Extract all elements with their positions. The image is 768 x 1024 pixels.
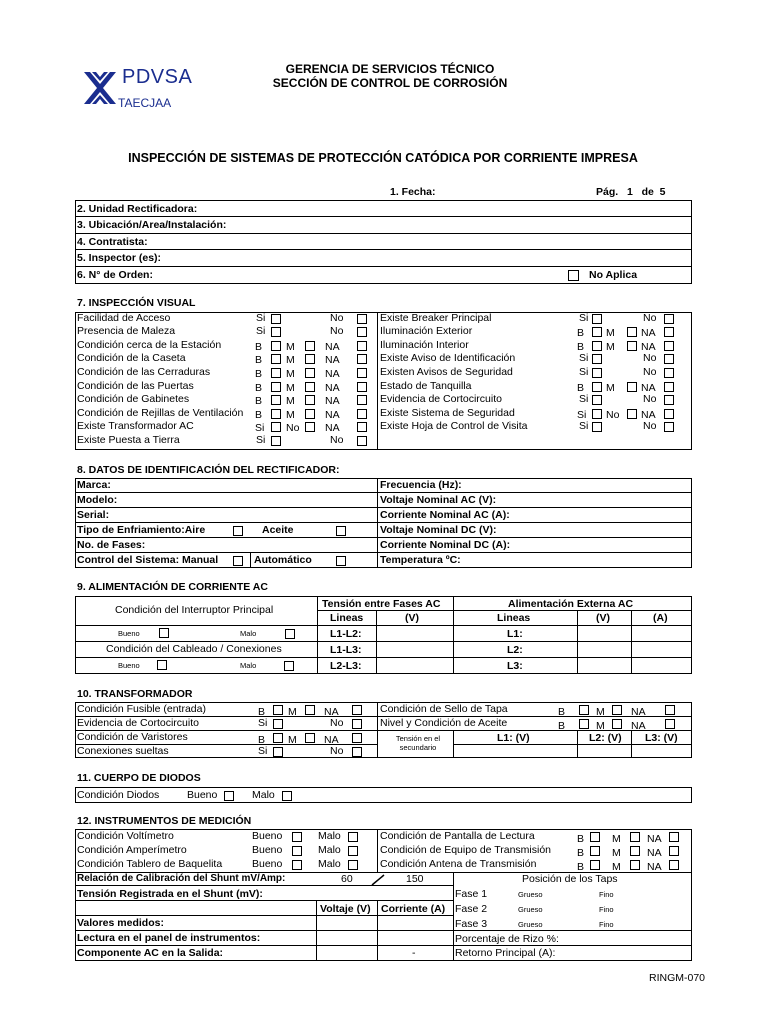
transformer-option-checkbox[interactable] [305,733,315,743]
visual-option-checkbox[interactable] [592,341,602,351]
visual-option-checkbox[interactable] [271,354,281,364]
visual-option-label: No [606,409,620,421]
fino-2: Fino [599,905,614,914]
diodos-bueno-checkbox[interactable] [224,791,234,801]
visual-item-label: Existe Puesta a Tierra [77,434,180,446]
lectura-label: Lectura en el panel de instrumentos: [77,932,261,944]
visual-item-label: Existe Hoja de Control de Visita [380,420,528,432]
visual-option-checkbox[interactable] [357,422,367,432]
taps-label: Posición de los Taps [522,873,618,885]
l2-label: L2: [507,644,523,656]
enfriamiento-label: Tipo de Enfriamiento:Aire [77,524,206,536]
instrument-option-label: NA [647,847,662,859]
visual-item-label: Evidencia de Cortocircuito [380,393,502,405]
interruptor-bueno-checkbox[interactable] [159,628,169,638]
page-number [596,186,666,198]
grueso-1: Grueso [518,890,543,899]
visual-option-checkbox[interactable] [664,382,674,392]
visual-option-checkbox[interactable] [357,314,367,324]
shunt-rel-label: Relación de Calibración del Shunt mV/Amp: [77,873,286,884]
frecuencia-field[interactable]: Frecuencia (Hz): [380,479,462,491]
visual-option-label: NA [641,327,656,339]
instrument-option-label: B [577,833,585,845]
visual-option-checkbox[interactable] [627,327,637,337]
valores-label: Valores medidos: [77,917,164,929]
retorno-field[interactable]: Retorno Principal (A): [455,947,556,959]
visual-option-checkbox[interactable] [271,436,281,446]
automatico-checkbox[interactable] [336,556,346,566]
visual-item-label: Condición de las Cerraduras [77,366,211,378]
visual-option-checkbox[interactable] [357,409,367,419]
v-header-1: (V) [405,612,419,624]
pag-num: 1 [626,186,633,198]
instrument-option-label: M [612,847,621,859]
visual-option-label: Si [577,409,587,421]
visual-option-checkbox[interactable] [357,327,367,337]
l3v-label: L3: (V) [645,732,678,744]
instrument-option-checkbox[interactable] [630,832,640,842]
marca-field[interactable]: Marca: [77,479,111,491]
visual-item-label: Presencia de Maleza [77,325,176,337]
visual-option-checkbox[interactable] [627,341,637,351]
lineas-header-1: Lineas [330,612,364,624]
cableado-bueno-checkbox[interactable] [157,660,167,670]
visual-option-checkbox[interactable] [592,354,602,364]
transformer-option-checkbox[interactable] [579,719,589,729]
visual-option-label: Si [256,325,266,337]
transformer-option-checkbox[interactable] [612,719,622,729]
transformer-option-label: B [258,706,266,718]
visual-item-label: Condición de Gabinetes [77,393,190,405]
visual-option-checkbox[interactable] [305,341,315,351]
diodos-malo-label: Malo [252,789,275,801]
visual-option-checkbox[interactable] [664,422,674,432]
ext-header: Alimentación Externa AC [508,598,634,610]
grueso-3: Grueso [518,920,543,929]
visual-option-label: NA [325,341,340,353]
diodes-table [75,787,692,803]
visual-option-label: No [643,366,657,378]
contratista-field[interactable]: 4. Contratista: [77,236,148,248]
transformer-item-label: Evidencia de Cortocircuito [77,717,199,729]
visual-option-checkbox[interactable] [305,395,315,405]
transformer-option-checkbox[interactable] [305,705,315,715]
fecha-label: 1. Fecha: [390,186,436,198]
visual-option-label: NA [641,409,656,421]
orden-field[interactable]: 6. N° de Orden: [77,269,153,281]
unidad-field[interactable]: 2. Unidad Rectificadora: [77,203,198,215]
pag-de: de [641,186,654,198]
transformer-option-label: Si [258,745,268,757]
transformer-item-label: Condición de Sello de Tapa [380,703,508,715]
visual-option-checkbox[interactable] [271,314,281,324]
visual-option-checkbox[interactable] [664,314,674,324]
visual-option-label: No [643,420,657,432]
form-code: RINGM-070 [649,972,706,984]
a-header: (A) [653,612,668,624]
visual-option-checkbox[interactable] [357,436,367,446]
l1l3-label: L1-L3: [330,644,362,656]
pag-label: Pág. [596,186,619,198]
instrument-option-label: Malo [318,858,341,870]
serial-field[interactable]: Serial: [77,509,110,521]
transformer-option-checkbox[interactable] [665,705,675,715]
manual-checkbox[interactable] [233,556,243,566]
diodos-label: Condición Diodos [77,789,160,801]
instrument-item-label: Condición de Pantalla de Lectura [380,830,535,842]
transformer-option-label: NA [631,720,646,732]
page-title: INSPECCIÓN DE SISTEMAS DE PROTECCIÓN CATÓDICA POR CORRIENTE IMPRESA [128,151,638,165]
l2l3-label: L2-L3: [330,660,362,672]
visual-item-label: Condición de la Caseta [77,352,186,364]
visual-option-label: Si [256,434,266,446]
visual-option-checkbox[interactable] [627,382,637,392]
instrument-option-label: Malo [318,830,341,842]
visual-option-label: M [286,382,295,394]
visual-option-label: Si [255,422,265,434]
instrument-option-label: Bueno [252,830,283,842]
fases-field[interactable]: No. de Fases: [77,539,146,551]
visual-item-label: Existe Sistema de Seguridad [380,407,515,419]
section-instruments-title: 12. INSTRUMENTOS DE MEDICIÓN [77,815,252,827]
fase2-label: Fase 2 [455,903,488,915]
instrument-option-label: Bueno [252,858,283,870]
inspector-field[interactable]: 5. Inspector (es): [77,252,162,264]
fino-1: Fino [599,890,614,899]
corriente-header: Corriente (A) [381,903,446,915]
visual-option-label: M [606,327,615,339]
visual-option-label: NA [325,382,340,394]
header-line2: SECCIÓN DE CONTROL DE CORROSIÓN [272,76,508,90]
transformer-option-checkbox[interactable] [273,747,283,757]
visual-option-label: B [255,354,263,366]
visual-item-label: Existe Transformador AC [77,420,194,432]
cableado-malo-checkbox[interactable] [284,661,294,671]
transformer-option-checkbox[interactable] [352,705,362,715]
logo-sub: TAECJAA [118,96,172,110]
visual-option-checkbox[interactable] [271,422,281,432]
visual-option-label: B [255,341,263,353]
aire-checkbox[interactable] [233,526,243,536]
visual-option-label: No [643,352,657,364]
visual-option-label: No [643,393,657,405]
transformer-option-label: No [330,745,344,757]
visual-option-label: NA [325,409,340,421]
logo-name: PDVSA [122,66,193,88]
instrument-option-checkbox[interactable] [348,860,358,870]
control-label: Control del Sistema: Manual [77,554,219,566]
transformer-option-checkbox[interactable] [352,719,362,729]
visual-option-label: NA [325,422,340,434]
tension-sec-label: Tensión en el secundario [395,734,441,752]
temp-field[interactable]: Temperatura ºC: [380,554,461,566]
visual-option-label: No [330,434,344,446]
transformer-item-label: Nivel y Condición de Aceite [380,717,508,729]
transformer-option-checkbox[interactable] [579,705,589,715]
instrument-option-checkbox[interactable] [669,860,679,870]
cableado-label: Condición del Cableado / Conexiones [106,643,282,655]
visual-option-label: NA [325,368,340,380]
visual-option-checkbox[interactable] [271,395,281,405]
transformer-option-label: B [258,734,266,746]
no-aplica-checkbox[interactable] [568,270,579,281]
instrument-option-checkbox[interactable] [292,832,302,842]
componente-label: Componente AC en la Salida: [77,947,224,959]
v-ac-field[interactable]: Voltaje Nominal AC (V): [380,494,497,506]
instrument-option-label: NA [647,861,662,873]
instrument-option-checkbox[interactable] [348,846,358,856]
visual-option-checkbox[interactable] [271,341,281,351]
visual-option-checkbox[interactable] [592,422,602,432]
visual-option-checkbox[interactable] [357,368,367,378]
l2v-label: L2: (V) [589,732,622,744]
visual-option-checkbox[interactable] [592,314,602,324]
section-transformer-title: 10. TRANSFORMADOR [77,688,193,700]
visual-item-label: Existe Aviso de Identificación [380,352,516,364]
visual-option-label: Si [579,420,589,432]
transformer-option-checkbox[interactable] [352,733,362,743]
instrument-option-label: B [577,847,585,859]
i-dc-field[interactable]: Corriente Nominal DC (A): [380,539,511,551]
fase3-label: Fase 3 [455,918,488,930]
visual-option-label: NA [325,395,340,407]
instrument-option-checkbox[interactable] [669,846,679,856]
visual-item-label: Facilidad de Acceso [77,312,171,324]
visual-option-label: No [643,312,657,324]
cableado-bueno-label: Bueno [118,661,140,670]
header-line1: GERENCIA DE SERVICIOS TÉCNICO [285,62,495,76]
transformer-option-label: NA [631,706,646,718]
visual-item-label: Iluminación Exterior [380,325,473,337]
visual-option-label: B [255,382,263,394]
shunt-t-label: Tensión Registrada en el Shunt (mV): [77,888,263,900]
interruptor-malo-checkbox[interactable] [285,629,295,639]
fase1-label: Fase 1 [455,888,488,900]
shunt-150: 150 [406,873,424,885]
visual-option-checkbox[interactable] [592,409,602,419]
v-dc-field[interactable]: Voltaje Nominal DC (V): [380,524,497,536]
l1l2-label: L1-L2: [330,628,362,640]
visual-option-checkbox[interactable] [305,368,315,378]
visual-item-label: Iluminación Interior [380,339,469,351]
instrument-option-checkbox[interactable] [348,832,358,842]
i-ac-field[interactable]: Corriente Nominal AC (A): [380,509,510,521]
visual-option-label: B [255,395,263,407]
visual-option-checkbox[interactable] [664,341,674,351]
interruptor-malo-label: Malo [240,629,257,638]
visual-option-label: M [606,382,615,394]
visual-option-label: B [577,382,585,394]
voltaje-header: Voltaje (V) [320,903,371,915]
visual-item-label: Condición de Rejillas de Ventilación [77,407,244,419]
visual-item-label: Condición cerca de la Estación [77,339,222,351]
instrument-option-label: B [577,861,585,873]
tension-fases-header: Tensión entre Fases AC [322,598,441,610]
visual-option-label: M [286,341,295,353]
shunt-60: 60 [341,873,353,885]
visual-option-checkbox[interactable] [271,368,281,378]
interruptor-label: Condición del Interruptor Principal [115,604,274,616]
visual-option-checkbox[interactable] [357,382,367,392]
visual-option-label: No [286,422,300,434]
instrument-option-checkbox[interactable] [590,860,600,870]
visual-option-label: M [286,368,295,380]
l1v-label: L1: (V) [497,732,530,744]
section-rectifier-title: 8. DATOS DE IDENTIFICACIÓN DEL RECTIFICADOR: [77,464,340,476]
visual-option-checkbox[interactable] [592,395,602,405]
visual-option-checkbox[interactable] [664,354,674,364]
visual-option-label: M [286,395,295,407]
section-diodes-title: 11. CUERPO DE DIODOS [77,772,201,784]
visual-option-checkbox[interactable] [305,409,315,419]
transformer-option-checkbox[interactable] [352,747,362,757]
transformer-option-checkbox[interactable] [665,719,675,729]
instrument-option-label: NA [647,833,662,845]
transformer-option-label: M [596,720,605,732]
grueso-2: Grueso [518,905,543,914]
pdvsa-logo-icon [82,68,118,108]
visual-option-checkbox[interactable] [592,382,602,392]
visual-option-checkbox[interactable] [305,382,315,392]
visual-option-label: B [255,409,263,421]
l1-label: L1: [507,628,523,640]
lineas-header-2: Lineas [497,612,531,624]
visual-option-label: NA [641,341,656,353]
transformer-option-checkbox[interactable] [273,733,283,743]
instrument-option-label: M [612,861,621,873]
visual-option-label: Si [579,352,589,364]
visual-option-checkbox[interactable] [271,327,281,337]
transformer-option-label: NA [324,706,339,718]
visual-option-checkbox[interactable] [357,354,367,364]
interruptor-bueno-label: Bueno [118,629,140,638]
visual-option-checkbox[interactable] [271,382,281,392]
section-ac-title: 9. ALIMENTACIÓN DE CORRIENTE AC [77,581,268,593]
pdvsa-logo [82,66,212,114]
aceite-label: Aceite [262,524,294,536]
instrument-option-checkbox[interactable] [630,860,640,870]
visual-option-checkbox[interactable] [627,409,637,419]
slash-mark [371,874,385,886]
visual-option-label: M [606,341,615,353]
visual-option-label: Si [579,393,589,405]
transformer-option-label: M [288,734,297,746]
transformer-option-label: No [330,717,344,729]
visual-option-checkbox[interactable] [664,409,674,419]
instrument-item-label: Condición Antena de Transmisión [380,858,537,870]
transformer-option-checkbox[interactable] [273,705,283,715]
transformer-option-label: M [288,706,297,718]
aceite-checkbox[interactable] [336,526,346,536]
visual-option-label: B [255,368,263,380]
transformer-item-label: Condición Fusible (entrada) [77,703,206,715]
transformer-option-checkbox[interactable] [273,719,283,729]
instrument-item-label: Condición Voltímetro [77,830,174,842]
visual-item-label: Existe Breaker Principal [380,312,492,324]
visual-option-label: NA [641,382,656,394]
visual-option-checkbox[interactable] [664,395,674,405]
instrument-option-label: Bueno [252,844,283,856]
fino-3: Fino [599,920,614,929]
visual-option-label: M [286,409,295,421]
l3-label: L3: [507,660,523,672]
visual-option-checkbox[interactable] [305,354,315,364]
visual-option-label: No [330,325,344,337]
cableado-malo-label: Malo [240,661,257,670]
visual-option-label: Si [579,366,589,378]
visual-item-label: Estado de Tanquilla [380,380,472,392]
visual-option-checkbox[interactable] [357,341,367,351]
instrument-item-label: Condición Amperímetro [77,844,187,856]
visual-option-checkbox[interactable] [592,327,602,337]
instrument-option-label: Malo [318,844,341,856]
visual-item-label: Existen Avisos de Seguridad [380,366,513,378]
automatico-label: Automático [254,554,312,566]
ubicacion-field[interactable]: 3. Ubicación/Area/Instalación: [77,219,227,231]
instrument-option-checkbox[interactable] [292,860,302,870]
rizo-field[interactable]: Porcentaje de Rizo %: [455,933,559,945]
instrument-option-label: M [612,833,621,845]
visual-option-checkbox[interactable] [357,395,367,405]
instrument-option-checkbox[interactable] [590,832,600,842]
diodos-malo-checkbox[interactable] [282,791,292,801]
transformer-option-label: NA [324,734,339,746]
visual-option-checkbox[interactable] [271,409,281,419]
modelo-field[interactable]: Modelo: [77,494,118,506]
instrument-option-checkbox[interactable] [292,846,302,856]
instrument-option-checkbox[interactable] [630,846,640,856]
diodos-bueno-label: Bueno [187,789,218,801]
section-visual-title: 7. INSPECCIÓN VISUAL [77,297,196,309]
transformer-item-label: Condición de Varistores [77,731,188,743]
pag-total: 5 [659,186,666,198]
instrument-item-label: Condición Tablero de Baquelita [77,858,223,870]
visual-option-label: B [577,327,585,339]
transformer-option-label: Si [258,717,268,729]
visual-option-label: No [330,312,344,324]
visual-option-checkbox[interactable] [664,368,674,378]
instrument-option-checkbox[interactable] [590,846,600,856]
visual-option-label: Si [579,312,589,324]
transformer-option-label: B [558,720,566,732]
visual-option-label: NA [325,354,340,366]
transformer-option-checkbox[interactable] [612,705,622,715]
transformer-item-label: Conexiones sueltas [77,745,169,757]
visual-option-checkbox[interactable] [305,422,315,432]
v-header-2: (V) [596,612,610,624]
transformer-option-label: M [596,706,605,718]
visual-option-label: Si [256,312,266,324]
visual-option-label: B [577,341,585,353]
transformer-option-label: B [558,706,566,718]
visual-option-label: M [286,354,295,366]
no-aplica-label: No Aplica [589,269,638,281]
instrument-option-checkbox[interactable] [669,832,679,842]
instrument-item-label: Condición de Equipo de Transmisión [380,844,552,856]
visual-option-checkbox[interactable] [592,368,602,378]
visual-option-checkbox[interactable] [664,327,674,337]
componente-dash: - [412,947,416,959]
visual-item-label: Condición de las Puertas [77,380,194,392]
